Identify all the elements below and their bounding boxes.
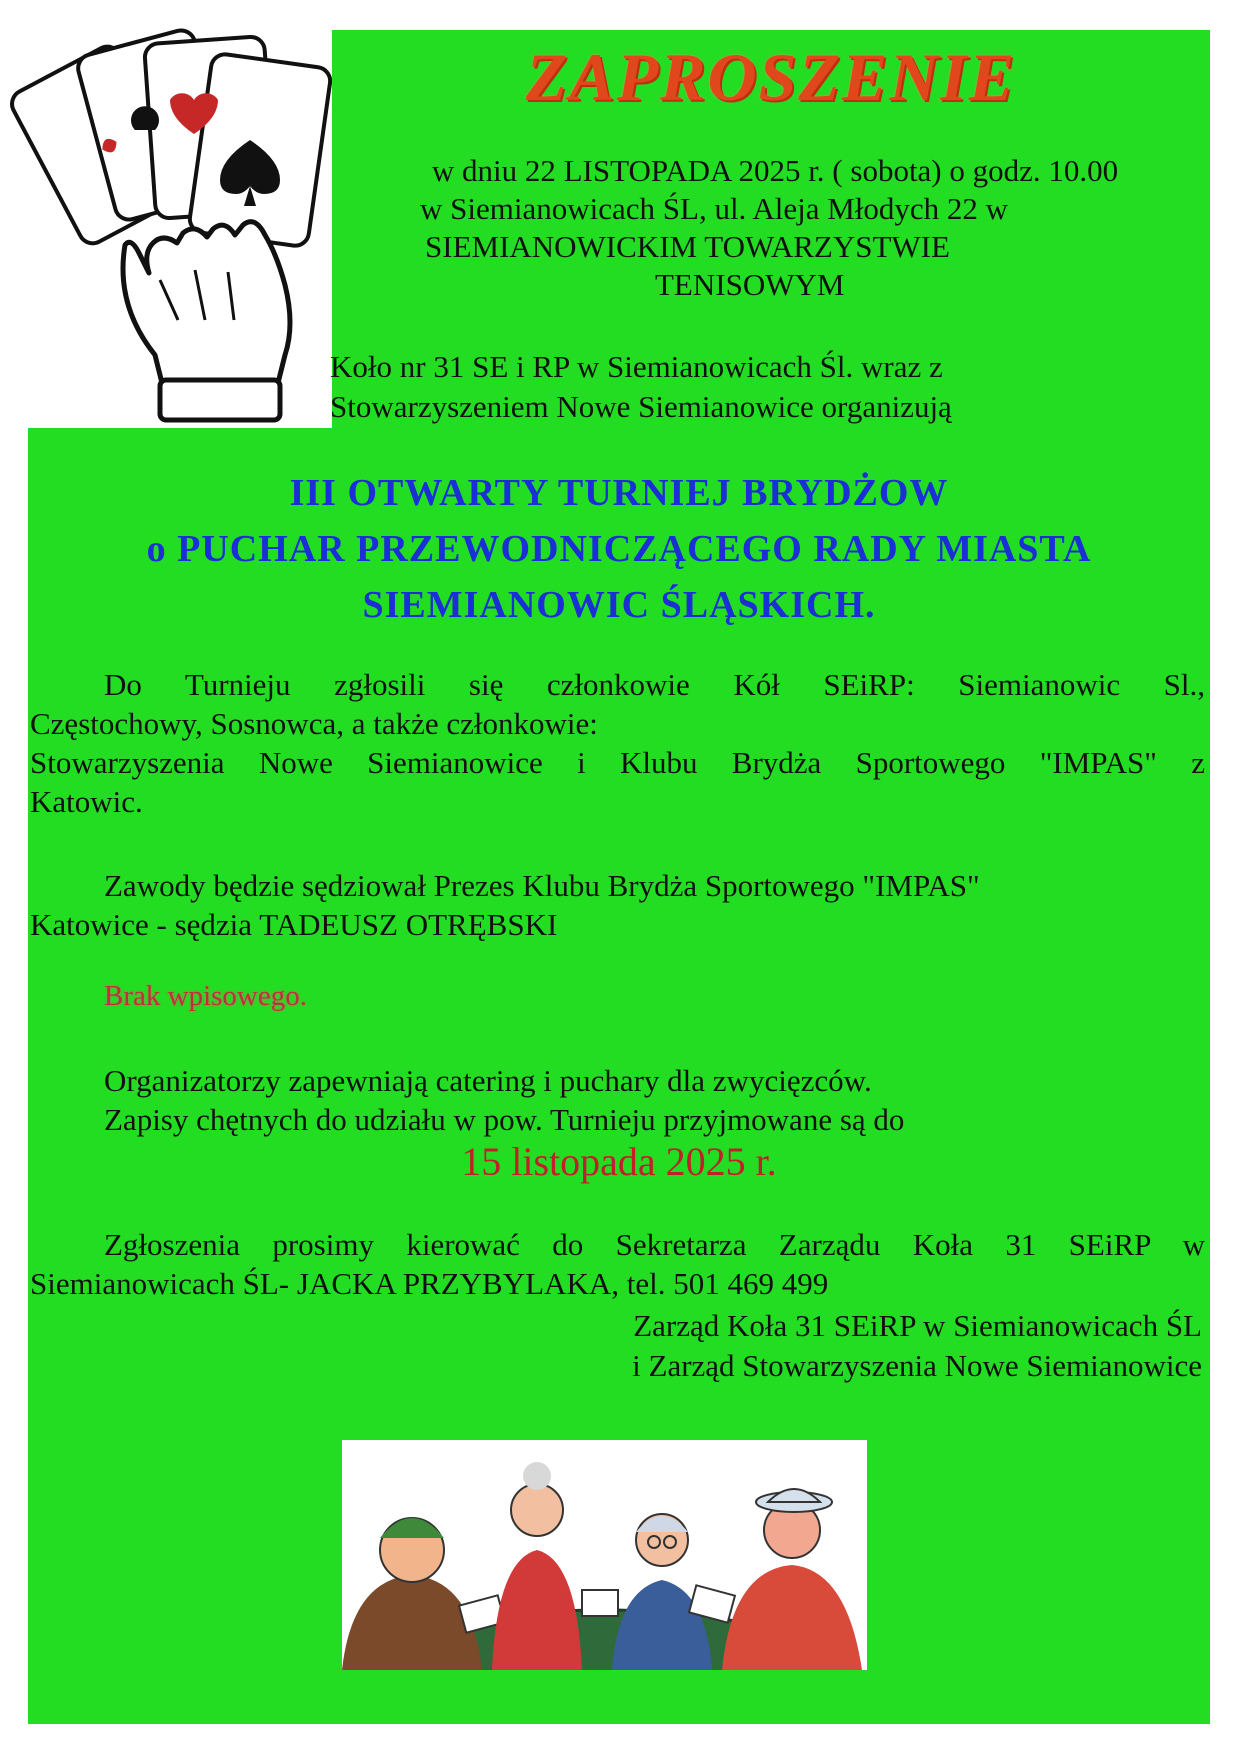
participants-line-4: Katowic. [30,784,143,819]
contact-line-2: Siemianowicach ŚL- JACKA PRZYBYLAKA, tel. 501 469 499 [30,1266,829,1301]
tournament-heading-line-3: SIEMIANOWIC ŚLĄSKICH. [362,584,876,626]
registration-line: Zapisy chętnych do udziału w pow. Turnieju przyjmowane są do [104,1102,905,1137]
event-date-line: w dniu 22 LISTOPADA 2025 r. ( sobota) o godz. 10.00 [431,153,1119,188]
contact-paragraph [30,1225,1205,1303]
referee-line-1: Zawody będzie sędziował Prezes Klubu Brydża Sportowego "IMPAS" [104,868,980,903]
participants-line-3: Stowarzyszenia Nowe Siemianowice i Klubu Brydża Sportowego "IMPAS" z [30,745,1205,780]
bridge-players-illustration [342,1440,867,1670]
tournament-heading-line-2: o PUCHAR PRZEWODNICZĄCEGO RADY MIASTA [146,528,1092,570]
participants-line-2: Częstochowy, Sosnowca, a także członkowie: [30,706,598,741]
participants-line-1: Do Turnieju zgłosili się członkowie Kół SEiRP: Siemianowic Sl., [104,667,1205,702]
tournament-heading-line-1: III OTWARTY TURNIEJ BRYDŻOW [289,472,949,514]
signature-line-2: i Zarząd Stowarzyszenia Nowe Siemianowice [632,1348,1202,1383]
referee-line-2: Katowice - sędzia TADEUSZ OTRĘBSKI [30,907,558,942]
playing-cards-hand-icon [0,0,332,430]
signature-line-1: Zarząd Koła 31 SEiRP w Siemianowicach ŚL [633,1308,1202,1343]
page-title: ZAPROSZENIE [525,39,1017,115]
event-address-line: w Siemianowicach ŚL, ul. Aleja Młodych 22 w [420,191,1009,226]
entry-fee-note: Brak wpisowego. [104,980,307,1012]
participants-paragraph [30,665,1205,821]
registration-deadline: 15 listopada 2025 r. [461,1139,777,1184]
contact-line-1: Zgłoszenia prosimy kierować do Sekretarza Zarządu Koła 31 SEiRP w [104,1227,1205,1262]
event-venue-line-2: TENISOWYM [655,267,845,302]
event-venue-line: SIEMIANOWICKIM TOWARZYSTWIE [425,229,950,264]
referee-paragraph [30,866,1205,944]
organizers-line-2: Stowarzyszeniem Nowe Siemianowice organizują [330,389,952,424]
organizers-line-1: Koło nr 31 SE i RP w Siemianowicach Śl. wraz z [330,349,943,384]
catering-line: Organizatorzy zapewniają catering i puchary dla zwycięzców. [104,1063,872,1098]
